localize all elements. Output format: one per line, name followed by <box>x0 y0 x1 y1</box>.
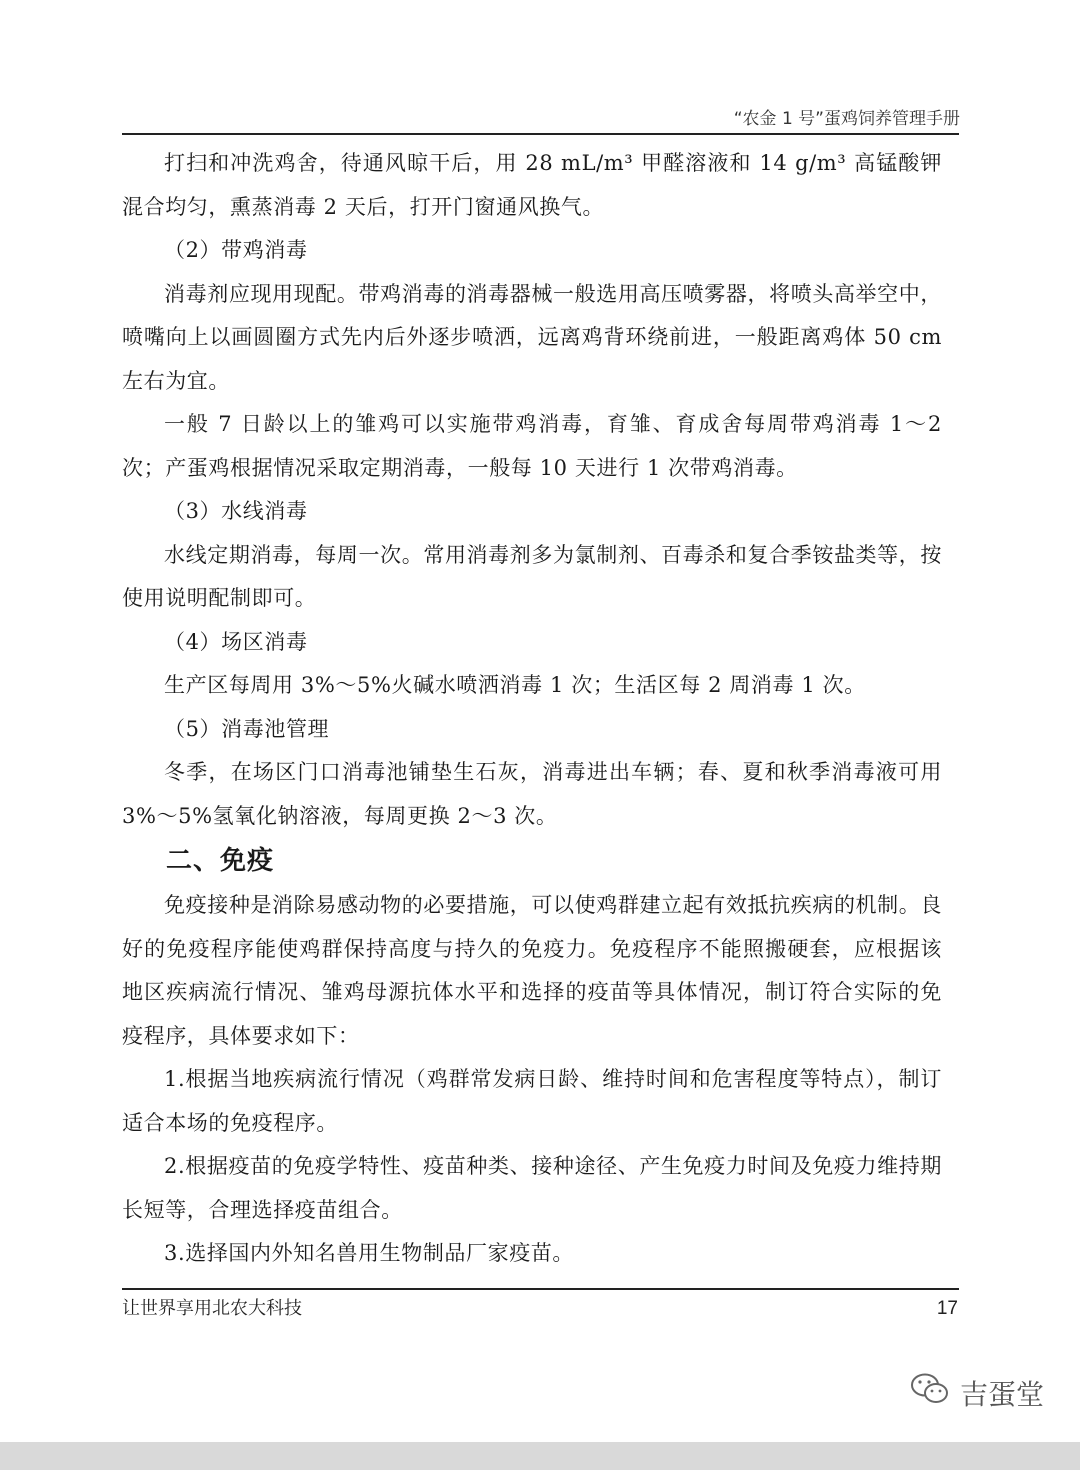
paragraph: 水线定期消毒，每周一次。常用消毒剂多为氯制剂、百毒杀和复合季铵盐类等，按使用说明配制即可。 <box>122 542 942 610</box>
watermark-text: 吉蛋堂 <box>959 1377 1044 1411</box>
list-item: 1.根据当地疾病流行情况（鸡群常发病日龄、维持时间和危害程度等特点），制订适合本场的免疫程序。 <box>122 1067 942 1135</box>
paragraph: 免疫接种是消除易感动物的必要措施，可以使鸡群建立起有效抵抗疾病的机制。良好的免疫程序能使鸡群保持高度与持久的免疫力。免疫程序不能照搬硬套，应根据该地区疾病流行情况、雏鸡母源抗体水平和选择的疫苗等具体情况，制订符合实际的免疫程序，具体要求如下： <box>122 893 942 1048</box>
paragraph: 打扫和冲洗鸡舍，待通风晾干后，用 28 mL/m³ 甲醛溶液和 14 g/m³ 高锰酸钾混合均匀，熏蒸消毒 2 天后，打开门窗通风换气。 <box>122 151 942 219</box>
section-heading: 二、免疫 <box>166 846 275 876</box>
paragraph: 冬季，在场区门口消毒池铺垫生石灰，消毒进出车辆；春、夏和秋季消毒液可用 3%～5%氢氧化钠溶液，每周更换 2～3 次。 <box>122 760 942 828</box>
footer-slogan: 让世界享用北农大科技 <box>122 1298 302 1319</box>
page-number: 17 <box>936 1298 958 1319</box>
footer-rule <box>122 1288 959 1290</box>
bottom-bar <box>0 1442 1080 1470</box>
list-item: 3.选择国内外知名兽用生物制品厂家疫苗。 <box>164 1241 575 1265</box>
list-item: 2.根据疫苗的免疫学特性、疫苗种类、接种途径、产生免疫力时间及免疫力维持期长短等，合理选择疫苗组合。 <box>122 1154 942 1222</box>
watermark <box>910 1372 1044 1413</box>
paragraph: 一般 7 日龄以上的雏鸡可以实施带鸡消毒，育雏、育成舍每周带鸡消毒 1～2 次；产蛋鸡根据情况采取定期消毒，一般每 10 天进行 1 次带鸡消毒。 <box>122 412 942 480</box>
wechat-icon <box>910 1372 950 1413</box>
subheading: （4）场区消毒 <box>164 629 308 654</box>
paragraph: 消毒剂应现用现配。带鸡消毒的消毒器械一般选用高压喷雾器，将喷头高举空中，喷嘴向上以画圆圈方式先内后外逐步喷洒，远离鸡背环绕前进，一般距离鸡体 50 cm 左右为宜。 <box>122 281 942 393</box>
subheading: （5）消毒池管理 <box>164 716 330 741</box>
paragraph: 生产区每周用 3%～5%火碱水喷洒消毒 1 次；生活区每 2 周消毒 1 次。 <box>164 673 866 697</box>
header-rule <box>122 133 959 135</box>
running-header: “农金 1 号”蛋鸡饲养管理手册 <box>733 109 960 129</box>
subheading: （2）带鸡消毒 <box>164 238 308 262</box>
subheading: （3）水线消毒 <box>164 499 308 523</box>
page-body <box>122 142 942 1276</box>
